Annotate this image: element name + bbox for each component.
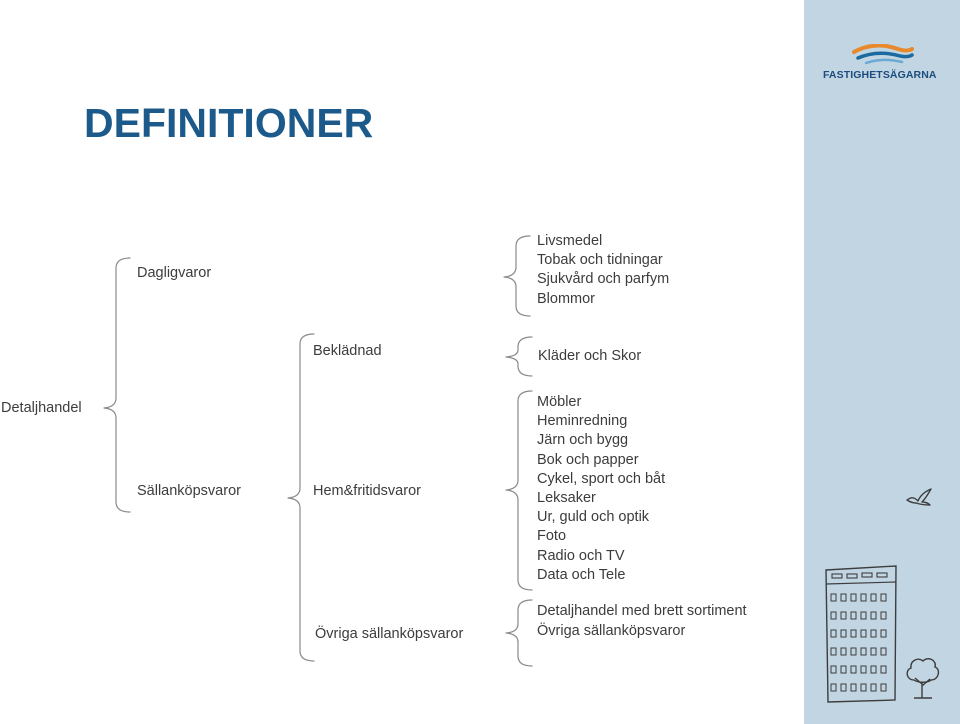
logo-wave-icon (852, 44, 914, 66)
list-item: Järn och bygg (537, 432, 629, 449)
leaf-list-daily (537, 232, 669, 309)
list-item: Leksaker (537, 490, 596, 507)
list-item: Möbler (537, 394, 582, 410)
list-item: Ur, guld och optik (537, 509, 650, 526)
leaf-list-home-leisure (537, 393, 665, 585)
building-icon (820, 562, 900, 704)
list-item: Data och Tele (537, 566, 626, 583)
list-item: Tobak och tidningar (537, 252, 663, 269)
list-item: Radio och TV (537, 547, 625, 564)
bracket-other-leaves (506, 600, 532, 666)
list-item: Övriga sällanköpsvaror (537, 623, 686, 639)
tree-root-label: Detaljhandel (1, 400, 82, 416)
subcategory-other-label: Övriga sällanköpsvaror (315, 626, 464, 642)
subcategory-home-leisure-label: Hem&fritidsvaror (313, 483, 421, 499)
bracket-comparison (288, 334, 314, 661)
list-item: Blommor (537, 290, 596, 307)
bracket-root (104, 258, 130, 512)
list-item: Detaljhandel med brett sortiment (537, 603, 747, 619)
tree-icon (902, 654, 942, 700)
list-item: Bok och papper (537, 451, 639, 468)
list-item: Sjukvård och parfym (537, 271, 670, 288)
bracket-clothing-leaves (506, 337, 532, 376)
list-item: Livsmedel (537, 233, 603, 249)
bracket-home-leaves (506, 391, 532, 590)
list-item: Kläder och Skor (538, 348, 642, 364)
list-item: Heminredning (537, 413, 628, 430)
leaf-list-other (537, 601, 747, 641)
subcategory-clothing-label: Beklädnad (313, 343, 382, 359)
leaf-list-clothing (538, 347, 641, 366)
list-item: Cykel, sport och båt (537, 470, 666, 487)
list-item: Foto (537, 528, 567, 545)
category-comparison-label: Sällanköpsvaror (137, 483, 241, 499)
brand-logo-text: FASTIGHETSÄGARNA (823, 69, 937, 81)
bird-icon (904, 486, 934, 508)
category-daily-label: Dagligvaror (137, 265, 212, 281)
slide-title: DEFINITIONER (84, 100, 374, 146)
bracket-daily-leaves (504, 236, 530, 316)
